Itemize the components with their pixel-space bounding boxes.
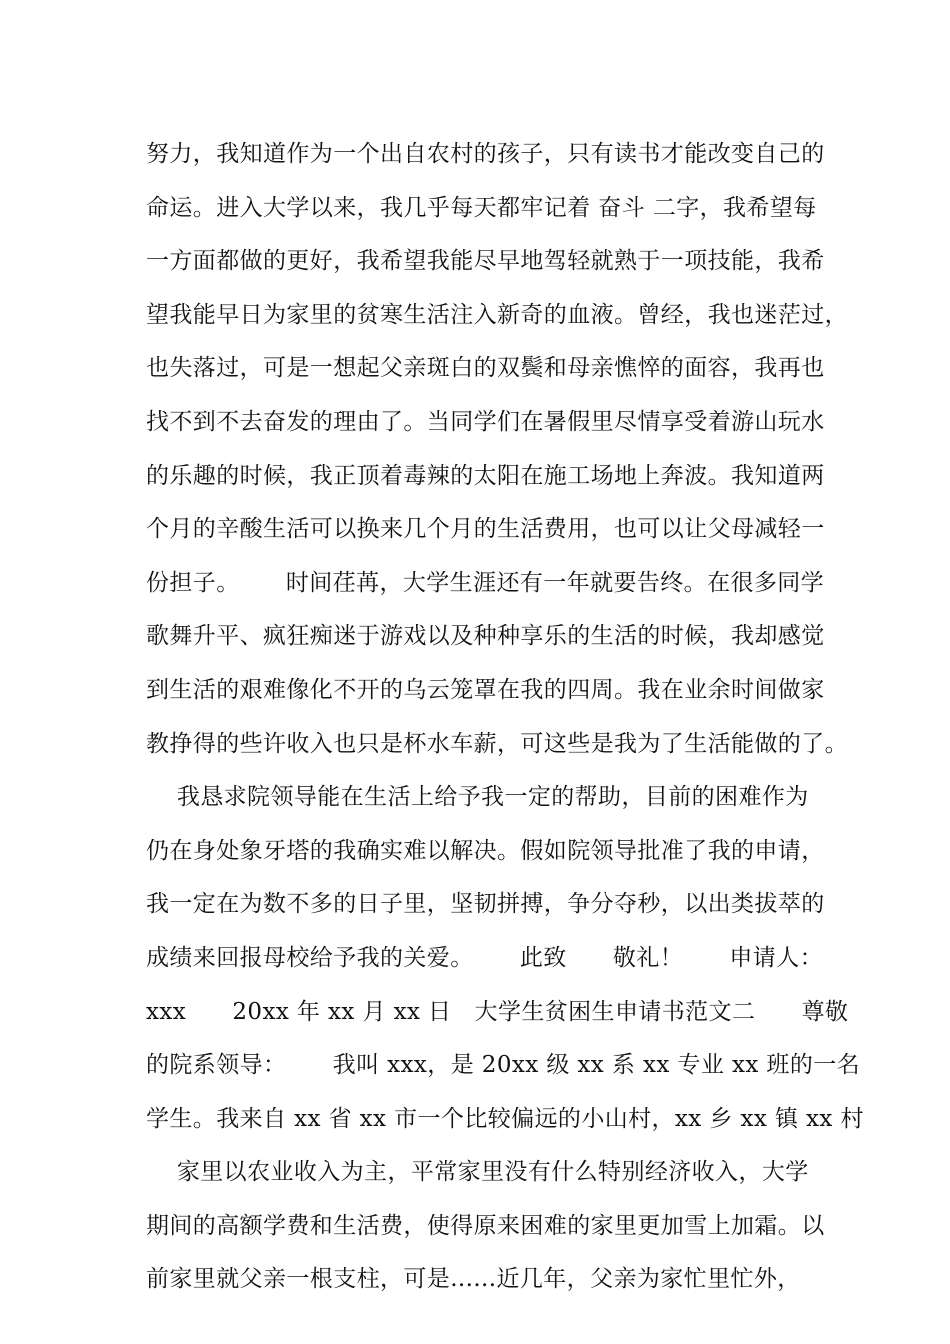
text-line: 仍在身处象牙塔的我确实难以解决。假如院领导批准了我的申请， xyxy=(146,837,825,864)
text-line: 到生活的艰难像化不开的乌云笼罩在我的四周。我在业余时间做家 xyxy=(146,676,825,703)
text-line: 成绩来回报母校给予我的关爱。 此致 敬礼！ 申请人： xyxy=(146,944,823,971)
text-line: 期间的高额学费和生活费，使得原来困难的家里更加雪上加霜。以 xyxy=(146,1212,825,1239)
text-line: 歌舞升平、疯狂痴迷于游戏以及种种享乐的生活的时候，我却感觉 xyxy=(146,623,825,650)
text-line: 家里以农业收入为主，平常家里没有什么特别经济收入，大学 xyxy=(146,1159,809,1186)
body-text xyxy=(146,128,864,1307)
text-line: 教挣得的些许收入也只是杯水车薪，可这些是我为了生活能做的了。 xyxy=(146,730,848,757)
text-line: 个月的辛酸生活可以换来几个月的生活费用，也可以让父母减轻一 xyxy=(146,516,825,543)
text-line: 的乐趣的时候，我正顶着毒辣的太阳在施工场地上奔波。我知道两 xyxy=(146,462,825,489)
text-line: 命运。进入大学以来，我几乎每天都牢记着 奋斗 二字，我希望每 xyxy=(146,194,817,221)
text-line: 我一定在为数不多的日子里，坚韧拼搏，争分夺秒，以出类拔萃的 xyxy=(146,891,825,918)
text-line: 我恳求院领导能在生活上给予我一定的帮助，目前的困难作为 xyxy=(146,784,809,811)
text-line: 找不到不去奋发的理由了。当同学们在暑假里尽情享受着游山玩水 xyxy=(146,408,825,435)
text-line: 也失落过，可是一想起父亲斑白的双鬓和母亲憔悴的面容，我再也 xyxy=(146,355,825,382)
text-line: 学生。我来自 xx 省 xx 市一个比较偏远的小山村，xx 乡 xx 镇 xx 村 xyxy=(146,1105,864,1132)
text-line: 前家里就父亲一根支柱，可是......近几年，父亲为家忙里忙外， xyxy=(146,1266,801,1293)
text-line: 一方面都做的更好，我希望我能尽早地驾轻就熟于一项技能，我希 xyxy=(146,248,825,275)
text-line: 份担子。 时间荏苒，大学生涯还有一年就要告终。在很多同学 xyxy=(146,569,825,596)
text-line: 努力，我知道作为一个出自农村的孩子，只有读书才能改变自己的 xyxy=(146,141,825,167)
text-line: xxx 20xx 年 xx 月 xx 日 大学生贫困生申请书范文二 尊敬 xyxy=(146,998,849,1025)
text-line: 的院系领导： 我叫 xxx，是 20xx 级 xx 系 xx 专业 xx 班的一名 xyxy=(146,1052,861,1079)
text-line: 望我能早日为家里的贫寒生活注入新奇的血液。曾经，我也迷茫过， xyxy=(146,301,848,328)
